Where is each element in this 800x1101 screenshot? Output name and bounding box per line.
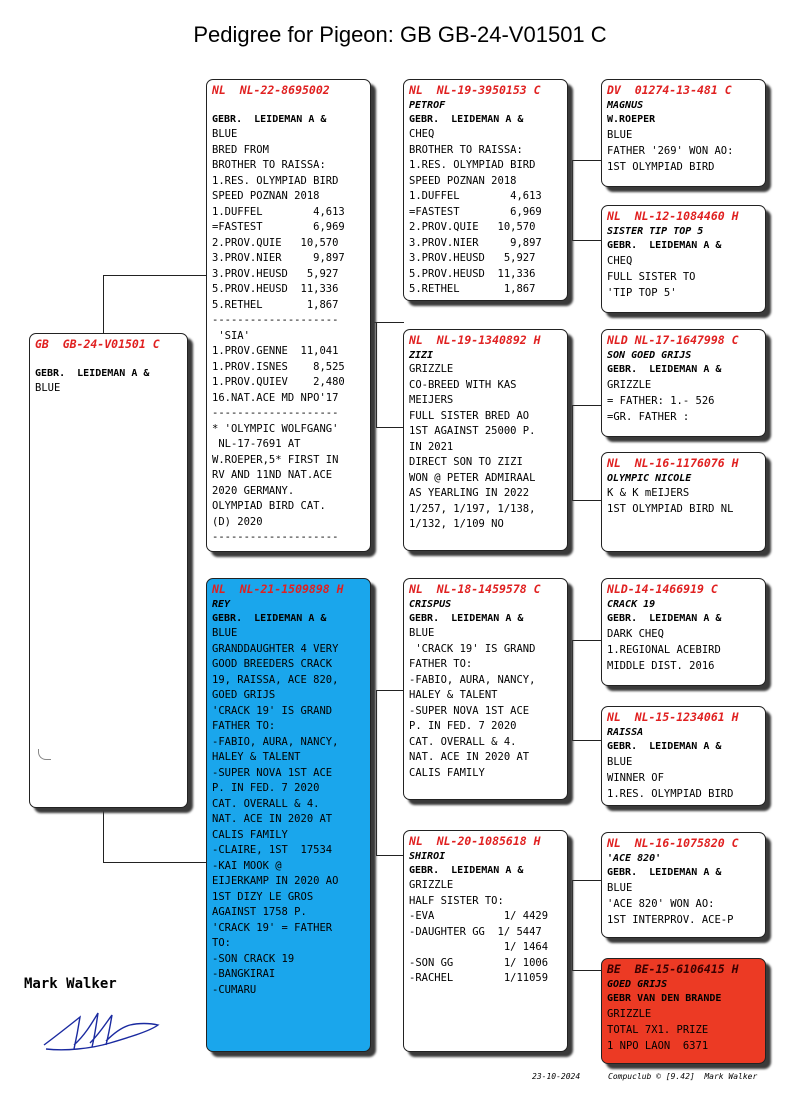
detail-line: FATHER TO: xyxy=(212,720,276,732)
detail-line: 5.PROV.HEUSD 11,336 xyxy=(212,283,339,295)
ring-number: NL NL-12-1084460 H xyxy=(607,209,739,223)
detail-line: 1.RES. OLYMPIAD BIRD xyxy=(607,788,734,800)
detail-line: CO-BREED WITH KAS xyxy=(409,378,517,391)
breeder-name: GEBR. LEIDEMAN A & xyxy=(409,613,524,624)
detail-line: 3.PROV.NIER 9,897 xyxy=(409,236,542,249)
page-title: Pedigree for Pigeon: GB GB-24-V01501 C xyxy=(193,22,607,47)
ring-number: NL NL-22-8695002 xyxy=(212,83,330,97)
fold-mark xyxy=(38,749,51,760)
detail-line: EIJERKAMP IN 2020 AO xyxy=(212,875,339,887)
detail-line: 1.DUFFEL 4,613 xyxy=(212,205,345,218)
connector-line xyxy=(103,862,208,863)
detail-line: -DAUGHTER GG 1/ 5447 xyxy=(409,925,542,938)
connector-line xyxy=(572,740,602,741)
breeder-name: GEBR. LEIDEMAN A & xyxy=(35,368,150,379)
detail-line: 'ACE 820' WON AO: xyxy=(607,898,715,910)
dam-dam-card xyxy=(403,830,568,1052)
detail-line: OLYMPIAD BIRD CAT. xyxy=(212,500,326,512)
pigeon-name: CRACK 19 xyxy=(607,599,656,610)
connector-line xyxy=(572,500,602,501)
connector-line xyxy=(103,808,104,863)
connector-line xyxy=(376,855,404,856)
detail-line: W.ROEPER,5* FIRST IN xyxy=(212,453,339,466)
ring-number: NL NL-16-1075820 C xyxy=(607,836,739,850)
great-granddam-raissa-card xyxy=(601,706,766,806)
detail-line: GOOD BREEDERS CRACK xyxy=(212,658,333,670)
breeder-name: GEBR. LEIDEMAN A & xyxy=(607,240,722,251)
ring-number: GB GB-24-V01501 C xyxy=(35,337,160,351)
detail-line: -EVA 1/ 4429 xyxy=(409,910,549,922)
detail-line: IN 2021 xyxy=(409,440,454,453)
detail-line: CHEQ xyxy=(607,255,633,267)
detail-line: CALIS FAMILY xyxy=(409,766,485,779)
detail-line: 1ST OLYMPIAD BIRD NL xyxy=(607,503,734,515)
detail-line: NL-17-7691 AT xyxy=(212,438,301,450)
detail-line: 1ST OLYMPIAD BIRD xyxy=(607,161,715,173)
detail-line: 'CRACK 19' IS GRAND xyxy=(409,642,536,655)
detail-line: -------------------- xyxy=(212,531,339,543)
detail-line: -SUPER NOVA 1ST ACE xyxy=(409,704,530,717)
detail-line: 16.NAT.ACE MD NPO'17 xyxy=(212,391,339,404)
connector-line xyxy=(376,427,404,428)
detail-line: 1.REGIONAL ACEBIRD xyxy=(607,644,721,656)
detail-line: TOTAL 7X1. PRIZE xyxy=(607,1024,709,1036)
great-granddam-goed-grijs-card xyxy=(601,958,766,1064)
subject-pigeon-card xyxy=(29,333,188,808)
ring-number: NLD-14-1466919 C xyxy=(607,582,718,596)
detail-line: 5.PROV.HEUSD 11,336 xyxy=(409,267,536,280)
sire-sire-card xyxy=(403,79,568,301)
detail-line: FATHER '269' WON AO: xyxy=(607,145,734,157)
detail-line: GRIZZLE xyxy=(607,379,652,391)
pigeon-name xyxy=(35,353,183,366)
detail-line: -CUMARU xyxy=(212,983,257,996)
breeder-name: W.ROEPER xyxy=(607,114,656,125)
pigeon-name: SON GOED GRIJS xyxy=(607,350,692,361)
detail-line: P. IN FED. 7 2020 xyxy=(409,720,517,732)
connector-line xyxy=(103,275,208,276)
breeder-name: GEBR. LEIDEMAN A & xyxy=(607,613,722,624)
detail-line: HALF SISTER TO: xyxy=(409,894,504,907)
pigeon-name: MAGNUS xyxy=(607,100,644,111)
detail-line: -FABIO, AURA, NANCY, xyxy=(212,735,339,748)
detail-line: WINNER OF xyxy=(607,772,664,784)
pigeon-name: OLYMPIC NICOLE xyxy=(607,473,692,484)
pigeon-name: CRISPUS xyxy=(409,599,452,610)
detail-line: (D) 2020 xyxy=(212,515,263,528)
detail-line: 'TIP TOP 5' xyxy=(607,287,677,299)
detail-line: 1ST AGAINST 25000 P. xyxy=(409,425,536,437)
pigeon-name: PETROF xyxy=(409,100,446,111)
sire-card xyxy=(206,79,371,552)
pigeon-name: ZIZI xyxy=(409,350,434,361)
connector-line xyxy=(572,640,573,740)
detail-line: -FABIO, AURA, NANCY, xyxy=(409,673,536,686)
detail-line: 1.RES. OLYMPIAD BIRD xyxy=(212,174,339,187)
connector-line xyxy=(572,405,602,406)
detail-line: MEIJERS xyxy=(409,394,454,406)
connector-line xyxy=(572,880,573,970)
ring-number: DV 01274-13-481 C xyxy=(607,83,732,97)
breeder-name: GEBR. LEIDEMAN A & xyxy=(212,114,327,125)
detail-line: 1/257, 1/197, 1/138, xyxy=(409,502,536,515)
handwritten-signature xyxy=(40,1005,165,1055)
dam-card xyxy=(206,578,371,1052)
pigeon-name: SHIROI xyxy=(409,851,446,862)
ring-number: NL NL-18-1459578 C xyxy=(409,582,541,596)
breeder-name: GEBR. LEIDEMAN A & xyxy=(212,613,327,624)
detail-line: 3.PROV.NIER 9,897 xyxy=(212,252,345,264)
detail-line: 'SIA' xyxy=(212,329,250,342)
great-grandsire-ace-820-card xyxy=(601,832,766,938)
detail-line: BLUE xyxy=(409,627,435,639)
detail-line: BLUE xyxy=(35,382,61,394)
great-granddam-olympic-nicole-card xyxy=(601,452,766,552)
detail-line: TO: xyxy=(212,937,231,949)
detail-line: 1.PROV.ISNES 8,525 xyxy=(212,360,345,373)
detail-line: GRANDDAUGHTER 4 VERY xyxy=(212,642,339,655)
detail-line: SPEED POZNAN 2018 xyxy=(409,174,517,187)
detail-line: AGAINST 1758 P. xyxy=(212,906,307,918)
detail-line: 3.PROV.HEUSD 5,927 xyxy=(212,267,339,280)
pigeon-name: SISTER TIP TOP 5 xyxy=(607,226,704,237)
dam-sire-card xyxy=(403,578,568,800)
detail-line: 3.PROV.HEUSD 5,927 xyxy=(409,252,536,264)
detail-line: 'CRACK 19' IS GRAND xyxy=(212,704,333,717)
detail-line: BROTHER TO RAISSA: xyxy=(409,143,523,156)
detail-line: 'CRACK 19' = FATHER xyxy=(212,921,333,934)
detail-line: -SON GG 1/ 1006 xyxy=(409,956,549,969)
detail-line: -KAI MOOK @ xyxy=(212,859,282,872)
detail-line: RV AND 11ND NAT.ACE xyxy=(212,469,333,481)
detail-line: CHEQ xyxy=(409,128,435,140)
detail-line: 1.DUFFEL 4,613 xyxy=(409,190,542,202)
detail-line: BLUE xyxy=(212,627,238,639)
breeder-name: GEBR VAN DEN BRANDE xyxy=(607,993,722,1004)
ring-number: NL NL-21-1509898 H xyxy=(212,582,344,596)
detail-line: -RACHEL 1/11059 xyxy=(409,972,549,984)
connector-line xyxy=(572,970,602,971)
detail-line: -------------------- xyxy=(212,314,339,326)
detail-line: SPEED POZNAN 2018 xyxy=(212,190,320,202)
detail-line: BLUE xyxy=(607,882,633,894)
pigeon-name: 'ACE 820' xyxy=(607,853,662,864)
connector-line xyxy=(572,160,573,240)
detail-line: FULL SISTER BRED AO xyxy=(409,409,530,422)
detail-line: 1ST DIZY LE GROS xyxy=(212,890,314,903)
detail-line: 1.PROV.GENNE 11,041 xyxy=(212,345,339,357)
detail-line: K & K mEIJERS xyxy=(607,487,690,499)
detail-line: 1.PROV.QUIEV 2,480 xyxy=(212,376,345,388)
detail-line: HALEY & TALENT xyxy=(409,689,498,701)
detail-line: 1 NPO LAON 6371 xyxy=(607,1040,709,1052)
pigeon-name: RAISSA xyxy=(607,727,644,738)
detail-line: =FASTEST 6,969 xyxy=(409,205,542,218)
breeder-name: GEBR. LEIDEMAN A & xyxy=(607,867,722,878)
detail-line: AS YEARLING IN 2022 xyxy=(409,487,530,499)
detail-line: -SON CRACK 19 xyxy=(212,952,295,965)
print-date: 23-10-2024 xyxy=(532,1072,581,1081)
connector-line xyxy=(376,690,404,691)
detail-line: WON @ PETER ADMIRAAL xyxy=(409,471,536,484)
pigeon-name: GOED GRIJS xyxy=(607,979,668,990)
detail-line: GOED GRIJS xyxy=(212,689,276,701)
ring-number: NL NL-19-3950153 C xyxy=(409,83,541,97)
detail-line: 2.PROV.QUIE 10,570 xyxy=(212,236,339,249)
detail-line: DIRECT SON TO ZIZI xyxy=(409,456,523,468)
detail-line: 1/ 1464 xyxy=(409,941,549,953)
great-grandsire-magnus-card xyxy=(601,79,766,187)
detail-line: 5.RETHEL 1,867 xyxy=(212,298,339,311)
detail-line: -SUPER NOVA 1ST ACE xyxy=(212,766,333,779)
detail-line: DARK CHEQ xyxy=(607,628,664,640)
detail-line: -------------------- xyxy=(212,407,339,419)
connector-line xyxy=(572,880,602,881)
ring-number: NL NL-16-1176076 H xyxy=(607,456,739,470)
great-grandsire-son-goed-grijs-card xyxy=(601,329,766,437)
breeder-name: GEBR. LEIDEMAN A & xyxy=(607,741,722,752)
detail-line: 19, RAISSA, ACE 820, xyxy=(212,673,339,686)
detail-line: MIDDLE DIST. 2016 xyxy=(607,660,715,672)
ring-number: NL NL-20-1085618 H xyxy=(409,834,541,848)
connector-line xyxy=(572,640,602,641)
detail-line: 5.RETHEL 1,867 xyxy=(409,283,536,295)
detail-line: GRIZZLE xyxy=(409,879,454,891)
detail-line: GRIZZLE xyxy=(409,363,454,375)
pigeon-name xyxy=(212,99,366,112)
detail-line: NAT. ACE IN 2020 AT xyxy=(212,813,333,825)
detail-line: 1/132, 1/109 NO xyxy=(409,518,504,530)
detail-line: FATHER TO: xyxy=(409,658,473,670)
detail-line: BLUE xyxy=(607,129,633,141)
detail-line: = FATHER: 1.- 526 xyxy=(607,395,715,407)
breeder-name: GEBR. LEIDEMAN A & xyxy=(607,364,722,375)
detail-line: CAT. OVERALL & 4. xyxy=(409,735,517,748)
connector-line xyxy=(572,240,602,241)
pigeon-name: REY xyxy=(212,599,231,610)
ring-number: NL NL-19-1340892 H xyxy=(409,333,541,347)
detail-line: -BANGKIRAI xyxy=(212,968,276,980)
detail-line: BROTHER TO RAISSA: xyxy=(212,159,326,171)
detail-line: CAT. OVERALL & 4. xyxy=(212,797,320,810)
connector-line xyxy=(370,322,404,323)
ring-number: NL NL-15-1234061 H xyxy=(607,710,739,724)
breeder-name: GEBR. LEIDEMAN A & xyxy=(409,114,524,125)
detail-line: =GR. FATHER : xyxy=(607,411,690,423)
connector-line xyxy=(572,160,602,161)
connector-line xyxy=(572,405,573,500)
software-credit: Compuclub © [9.42] Mark Walker xyxy=(608,1072,758,1081)
great-granddam-sister-tip-top-card xyxy=(601,205,766,313)
detail-line: 1.RES. OLYMPIAD BIRD xyxy=(409,159,536,171)
great-grandsire-crack-19-card xyxy=(601,578,766,686)
detail-line: 2.PROV.QUIE 10,570 xyxy=(409,221,536,233)
ring-number: NLD NL-17-1647998 C xyxy=(607,333,739,347)
detail-line: P. IN FED. 7 2020 xyxy=(212,782,320,794)
detail-line: GRIZZLE xyxy=(607,1008,652,1020)
connector-line xyxy=(376,322,377,427)
breeder-name: GEBR. LEIDEMAN A & xyxy=(409,865,524,876)
ring-number: BE BE-15-6106415 H xyxy=(607,962,739,976)
detail-line: HALEY & TALENT xyxy=(212,751,301,763)
detail-line: BRED FROM xyxy=(212,143,269,156)
detail-line: 2020 GERMANY. xyxy=(212,484,295,497)
detail-line: BLUE xyxy=(212,128,238,140)
connector-line xyxy=(376,690,377,855)
detail-line: CALIS FAMILY xyxy=(212,828,288,841)
sire-dam-card xyxy=(403,329,568,551)
detail-line: BLUE xyxy=(607,756,633,768)
signature-name: Mark Walker xyxy=(24,976,117,992)
detail-line: 1ST INTERPROV. ACE-P xyxy=(607,914,734,926)
detail-line: -CLAIRE, 1ST 17534 xyxy=(212,844,333,856)
detail-line: NAT. ACE IN 2020 AT xyxy=(409,751,530,763)
detail-line: FULL SISTER TO xyxy=(607,271,696,283)
detail-line: * 'OLYMPIC WOLFGANG' xyxy=(212,422,339,435)
detail-line: =FASTEST 6,969 xyxy=(212,221,345,233)
connector-line xyxy=(103,275,104,335)
